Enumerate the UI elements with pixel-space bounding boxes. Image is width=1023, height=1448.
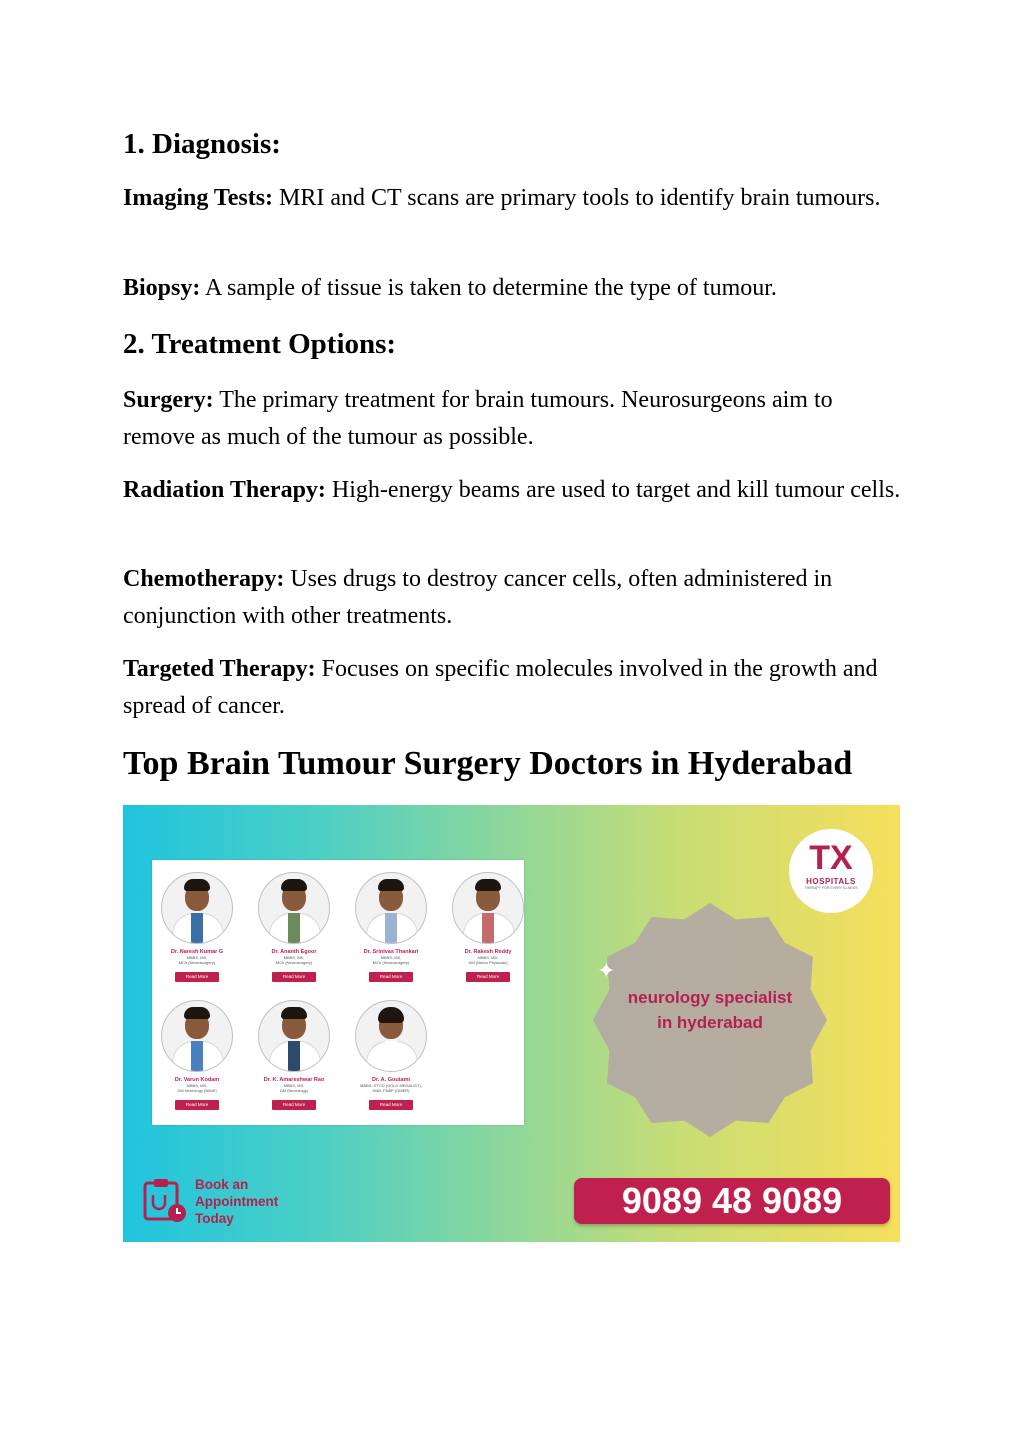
imaging-tests-text: MRI and CT scans are primary tools to identify brain tumours. bbox=[273, 185, 881, 211]
doctor-photo bbox=[258, 1000, 330, 1072]
doctor-qualification: MBBS, DTCD (GOLD MEDALIST), bbox=[359, 1083, 422, 1088]
doctor-name: Dr. K. Amareshwar Rao bbox=[263, 1077, 325, 1083]
doctors-card bbox=[152, 860, 524, 1125]
doctor-qualification: MBBS, MS, bbox=[186, 955, 208, 960]
doctor-qualification: MBBS, MS, bbox=[380, 955, 402, 960]
imaging-tests-label: Imaging Tests: bbox=[123, 185, 274, 211]
targeted-therapy-paragraph bbox=[123, 651, 903, 725]
read-more-button[interactable]: Read More bbox=[369, 972, 413, 982]
doctor-qualification: MBBS, MD, bbox=[283, 1083, 305, 1088]
doctor-qualification: MBBS, MD, bbox=[477, 955, 499, 960]
read-more-button[interactable]: Read More bbox=[175, 972, 219, 982]
doctor-photo bbox=[355, 872, 427, 944]
doctors-heading: Top Brain Tumour Surgery Doctors in Hyderabad bbox=[123, 745, 853, 782]
logo-wordmark: HOSPITALS bbox=[806, 877, 856, 886]
doctor-photo bbox=[452, 872, 524, 944]
surgery-paragraph bbox=[123, 382, 903, 456]
doctor-profile bbox=[249, 1000, 339, 1111]
read-more-button[interactable]: Read More bbox=[175, 1100, 219, 1110]
radiation-therapy-label: Radiation Therapy: bbox=[123, 477, 326, 503]
doctor-qualification: MCh (Neurosurgery) bbox=[372, 960, 410, 965]
treatment-options-heading: 2. Treatment Options: bbox=[123, 328, 397, 360]
radiation-therapy-paragraph bbox=[123, 472, 903, 509]
doctor-photo bbox=[355, 1000, 427, 1072]
targeted-therapy-text: Focuses on specific molecules involved in the growth and spread of cancer. bbox=[123, 656, 878, 719]
doctor-profile bbox=[249, 872, 339, 983]
doctor-photo bbox=[161, 1000, 233, 1072]
surgery-text: The primary treatment for brain tumours. Neurosurgeons aim to remove as much of the tumour as possible. bbox=[123, 387, 833, 450]
phone-number-button[interactable]: 9089 48 9089 bbox=[574, 1178, 890, 1224]
doctor-name: Dr. Naresh Kumar G bbox=[170, 949, 224, 955]
doctor-profile bbox=[346, 872, 436, 983]
doctor-qualification: DNB, FNBP (GMER) bbox=[372, 1088, 410, 1093]
read-more-button[interactable]: Read More bbox=[369, 1100, 413, 1110]
clipboard-stethoscope-icon bbox=[139, 1175, 189, 1225]
badge-line: in hyderabad bbox=[657, 1013, 763, 1032]
doctor-qualification: DM Neurology (NIMS) bbox=[177, 1088, 217, 1093]
biopsy-label: Biopsy: bbox=[123, 275, 201, 301]
doctor-name: Dr. Rakesh Reddy bbox=[464, 949, 512, 955]
imaging-tests-paragraph bbox=[123, 180, 903, 217]
book-appointment-text: Book an Appointment Today bbox=[195, 1177, 279, 1226]
doctor-name: Dr. A. Goutami bbox=[372, 1077, 410, 1083]
doctor-profile bbox=[346, 1000, 436, 1111]
book-appointment[interactable] bbox=[139, 1170, 339, 1230]
hospital-banner-image bbox=[123, 805, 900, 1242]
doctor-qualification: DM (Neurology) bbox=[279, 1088, 309, 1093]
doctor-qualification: MCh (Neurosurgery) bbox=[275, 960, 313, 965]
tx-hospitals-logo bbox=[789, 829, 873, 913]
doctor-name: Dr. Srinivas Thankari bbox=[363, 949, 419, 955]
doctor-qualification: MCh (Neurosurgery) bbox=[178, 960, 216, 965]
logo-mark: TX bbox=[809, 839, 853, 877]
biopsy-paragraph bbox=[123, 270, 903, 307]
chemotherapy-label: Chemotherapy: bbox=[123, 566, 285, 592]
doctor-profile bbox=[152, 872, 242, 983]
biopsy-text: A sample of tissue is taken to determine the type of tumour. bbox=[200, 275, 777, 301]
badge-line: neurology specialist bbox=[627, 988, 793, 1007]
sparkle-icon: ✦ bbox=[597, 959, 616, 984]
read-more-button[interactable]: Read More bbox=[272, 972, 316, 982]
diagnosis-heading: 1. Diagnosis: bbox=[123, 128, 281, 160]
targeted-therapy-label: Targeted Therapy: bbox=[123, 656, 316, 682]
logo-tagline: THERAPY FOR EVERY ILLNESS bbox=[804, 886, 858, 890]
chemotherapy-text: Uses drugs to destroy cancer cells, often administered in conjunction with other treatments. bbox=[123, 566, 833, 629]
radiation-therapy-text: High-energy beams are used to target and kill tumour cells. bbox=[325, 477, 901, 503]
doctor-name: Dr. Varun Kodam bbox=[174, 1077, 220, 1083]
surgery-label: Surgery: bbox=[123, 387, 214, 413]
chemotherapy-paragraph bbox=[123, 561, 903, 635]
doctor-qualification: MBBS, MD, bbox=[186, 1083, 208, 1088]
read-more-button[interactable]: Read More bbox=[272, 1100, 316, 1110]
doctor-qualification: DM (Neuro Physician) bbox=[468, 960, 508, 965]
doctor-photo bbox=[161, 872, 233, 944]
doctor-photo bbox=[258, 872, 330, 944]
doctor-qualification: MBBS, MS, bbox=[283, 955, 305, 960]
badge-text bbox=[593, 985, 827, 1035]
read-more-button[interactable]: Read More bbox=[466, 972, 510, 982]
doctor-profile bbox=[443, 872, 533, 983]
doctor-name: Dr. Ananth Egoor bbox=[271, 949, 317, 955]
doctor-profile bbox=[152, 1000, 242, 1111]
